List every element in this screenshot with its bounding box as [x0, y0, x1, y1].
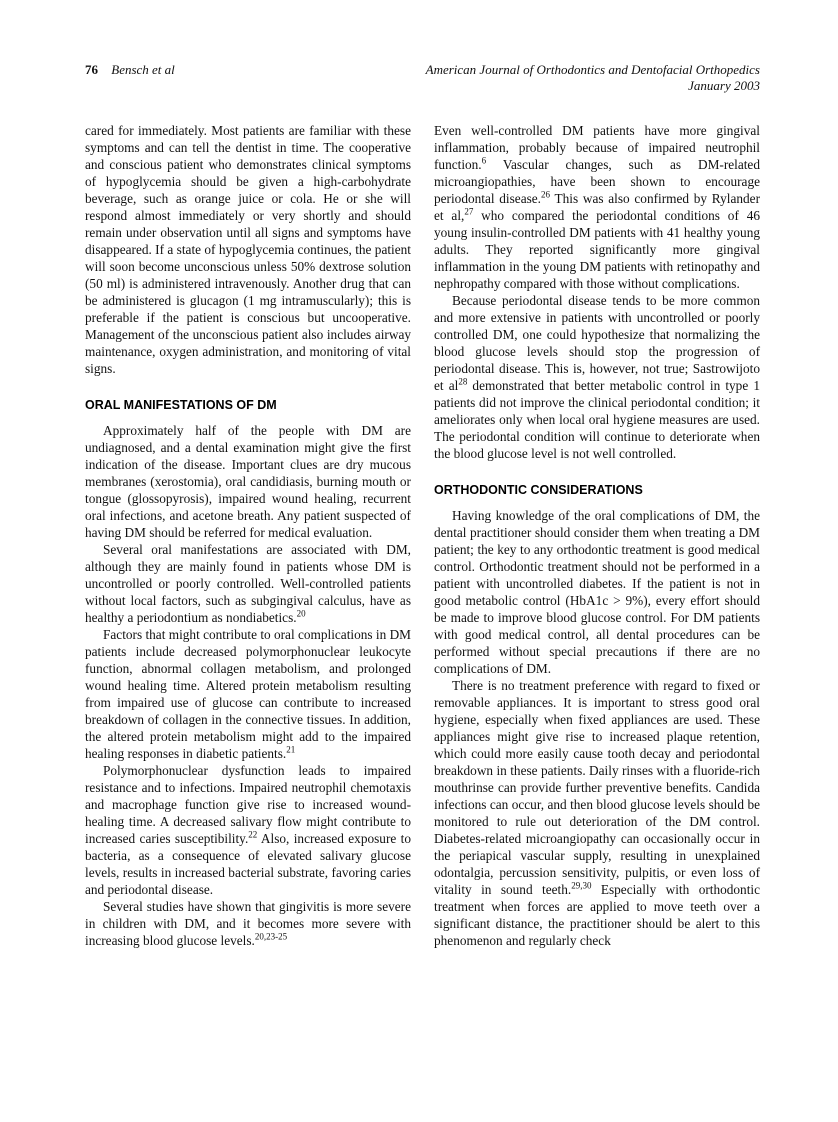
- reference-superscript: 26: [541, 189, 551, 200]
- reference-superscript: 27: [464, 206, 474, 217]
- reference-superscript: 22: [248, 829, 258, 840]
- right-column: [434, 122, 760, 949]
- paragraph: Having knowledge of the oral complications of DM, the dental practitioner should consider them when treating a DM patient; the key to any orthodontic treatment is good medical control. Orthodontic treatment should not be performed in a patient with uncontrolled diabetes. If the patient is not in good metabolic control (HbA1c > 9%), every effort should be made to improve blood glucose control. For DM patients with good medical control, all dental procedures can be performed without special precautions if there are no complications of DM.: [434, 508, 760, 676]
- page-number: 76: [85, 62, 98, 77]
- header-authors: Bensch et al: [111, 62, 175, 77]
- paragraph: Several studies have shown that gingivitis is more severe in children with DM, and it becomes more severe with increasing blood glucose levels.$^{20,23-25}$: [85, 899, 411, 948]
- paragraph: Factors that might contribute to oral complications in DM patients include decreased polymorphonuclear leukocyte function, abnormal collagen metabolism, and prolonged wound healing time. Altered protein metabolism resulting from impaired use of glucose can contribute to increased breakdown of collagen in the connective tissues. In addition, the altered protein metabolism might add to the impaired healing responses in diabetic patients.$^{21}$: [85, 627, 411, 761]
- paragraph: cared for immediately. Most patients are familiar with these symptoms and can tell the dentist in time. The cooperative and conscious patient who demonstrates clinical symptoms of hypoglycemia should be given a high-carbohydrate beverage, such as orange juice or cola. He or she will respond almost immediately or very shortly and should remain under observation until all signs and symptoms have disappeared. If a state of hypoglycemia continues, the patient will soon become unconscious unless 50% dextrose solution (50 ml) is administered intravenously. Another drug that can be administered is glucagon (1 mg intramuscularly); this is preferable if the patient is conscious but uncooperative. Management of the unconscious patient also includes airway maintenance, oxygen administration, and monitoring of vital signs.: [85, 123, 411, 376]
- reference-superscript: 6: [481, 155, 487, 166]
- left-column: [85, 122, 411, 949]
- paragraph: Because periodontal disease tends to be more common and more extensive in patients with uncontrolled or poorly controlled DM, one could hypothesize that normalizing the blood glucose levels should stop the progression of periodontal disease. This is, however, not true; Sastrowijoto et $al^{28}$ demonstrated that better metabolic control in type 1 patients did not improve the clinical periodontal condition; it ameliorates only when local oral hygiene measures are used. The periodontal condition will continue to deteriorate when the blood glucose level is not well controlled.: [434, 293, 760, 461]
- section-heading: ORAL MANIFESTATIONS OF DM: [85, 398, 277, 412]
- article-body: [85, 122, 760, 949]
- paragraph: Even well-controlled DM patients have more gingival inflammation, probably because of impaired neutrophil function.$^6$ Vascular changes, such as DM-related microangiopathies, have been shown to encourage periodontal disease.$^{26}$ This was also confirmed by Rylander et al,$^{27}$ who compared the periodontal conditions of 46 young insulin-controlled DM patients with 41 healthy young adults. They reported significantly more gingival inflammation in the young DM patients with retinopathy and nephropathy compared with those without complications.: [434, 123, 761, 291]
- running-header: [85, 62, 760, 94]
- reference-superscript: 21: [286, 744, 296, 755]
- header-right: [426, 62, 760, 94]
- paragraph: Polymorphonuclear dysfunction leads to impaired resistance and to infections. Impaired neutrophil chemotaxis and macrophage function give rise to increased wound-healing time. A decreased salivary flow might contribute to increased caries susceptibility.$^{22}$ Also, increased exposure to bacteria, as a consequence of elevated salivary glucose levels, results in increased bacterial substrate, favoring caries and periodontal disease.: [85, 763, 411, 897]
- journal-title: American Journal of Orthodontics and Dentofacial Orthopedics: [425, 62, 760, 77]
- paragraph: Several oral manifestations are associated with DM, although they are mainly found in patients whose DM is uncontrolled or poorly controlled. Well-controlled patients without local factors, such as subgingival calculus, have as healthy a periodontium as nondiabetics.$^{20}$: [85, 542, 411, 625]
- reference-superscript: 29,30: [571, 880, 592, 891]
- reference-superscript: 20: [296, 608, 306, 619]
- paragraph: There is no treatment preference with regard to fixed or removable appliances. It is important to stress good oral hygiene, especially when fixed appliances are used. These appliances might give rise to increased plaque retention, which could more easily cause tooth decay and periodontal breakdown in these patients. Daily rinses with a fluoride-rich mouthrinse can provide further preventive benefits. Candida infections can occur, and then blood glucose levels should be monitored to rule out deterioration of the DM control. Diabetes-related microangiopathy can occasionally occur in the periapical vascular supply, resulting in unexplained odontalgia, percussion sensitivity, pulpitis, or even loss of vitality in sound teeth.$^{29,30}$ Especially with orthodontic treatment when forces are applied to move teeth over a significant distance, the practitioner should be alert to this phenomenon and regularly check: [434, 678, 760, 948]
- paragraph: Approximately half of the people with DM are undiagnosed, and a dental examination might give the first indication of the disease. Important clues are dry mucous membranes (xerostomia), oral candidiasis, burning mouth or tongue (glossopyrosis), impaired wound healing, recurrent oral infections, and acetone breath. Any patient suspected of having DM should be referred for medical evaluation.: [85, 423, 411, 540]
- header-left: [85, 62, 175, 78]
- journal-issue: January 2003: [688, 78, 760, 93]
- reference-superscript: 28: [458, 376, 468, 387]
- section-heading: ORTHODONTIC CONSIDERATIONS: [434, 483, 643, 497]
- reference-superscript: 20,23-25: [254, 931, 288, 942]
